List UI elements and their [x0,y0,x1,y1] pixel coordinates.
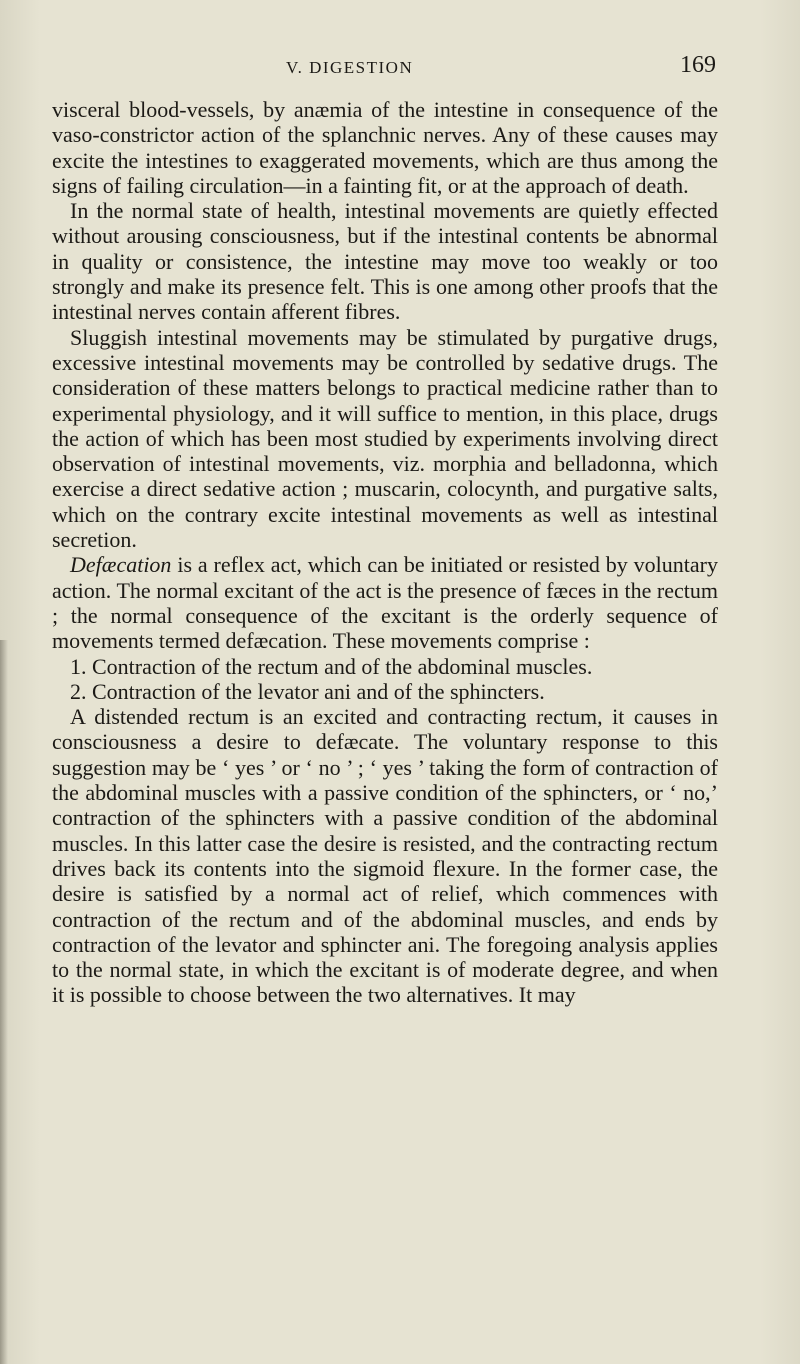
paragraph-5: A distended rectum is an excited and contracting rectum, it causes in consciousness a desire to defæcate. The voluntary response to this suggestion may be ‘ yes ’ or ‘ no ’ ; ‘ yes ’ taking the form of contraction of the abdominal muscles with a passive condition of the sphincters, or ‘ no,’ contraction of the sphincters with a passive condition of the abdominal muscles. In this latter case the desire is resisted, and the contracting rectum drives back its contents into the sigmoid flexure. In the former case, the desire is satisfied by a normal act of relief, which commences with contraction of the rectum and of the abdominal muscles, and ends by contraction of the levator and sphincter ani. The foregoing analysis applies to the normal state, in which the excitant is of moderate degree, and when it is possible to choose between the two alternatives. It may [52,704,718,1008]
page-number: 169 [680,52,716,78]
running-head: V. DIGESTION [286,58,414,77]
list-item-2: 2. Contraction of the levator ani and of the sphincters. [70,678,545,704]
paragraph-1: visceral blood-vessels, by anæmia of the intestine in consequence of the vaso-constrictor action of the splanchnic nerves. Any of these causes may excite the intestines to exaggerated movements, which are thus among the signs of failing circulation—in a fainting fit, or at the approach of death. [52,97,718,198]
paragraph-4 [52,552,718,653]
paragraph-3: Sluggish intestinal movements may be stimulated by purgative drugs, excessive intestinal movements may be controlled by sedative drugs. The consideration of these matters belongs to practical medicine rather than to experimental physiology, and it will suffice to mention, in this place, drugs the action of which has been most studied by experiments involving direct observation of intestinal movements, viz. morphia and belladonna, which exercise a direct sedative action ; muscarin, colocynth, and purgative salts, which on the contrary excite intestinal movements as well as intestinal secretion. [52,324,718,553]
gutter-shadow [0,640,8,1364]
paragraph-2: In the normal state of health, intestinal movements are quietly effected without arousing consciousness, but if the intestinal contents be abnormal in quality or consistence, the intestine may move too weakly or too strongly and make its presence felt. This is one among other proofs that the intestinal nerves contain afferent fibres. [52,198,718,325]
defaecation-term: Defæcation [70,552,172,578]
paragraph-4-text: is a reflex act, which can be initiated or resisted by voluntary action. The normal excitant of the act is the presence of fæces in the rectum ; the normal consequence of the excitant is the orderly sequence of movements termed defæcation. These movements comprise : [52,552,718,654]
list-item-1: 1. Contraction of the rectum and of the abdominal muscles. [70,653,593,679]
page-header [286,52,716,82]
body-text [52,97,718,1008]
